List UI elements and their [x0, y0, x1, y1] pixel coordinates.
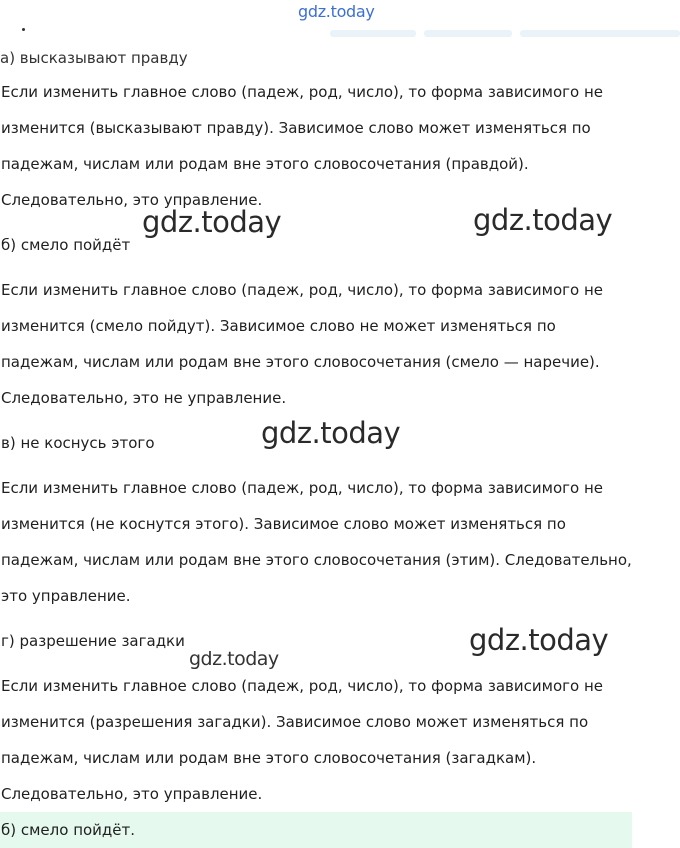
- watermark: gdz.today: [473, 203, 613, 237]
- text-line: это управление.: [1, 587, 131, 605]
- text-line: изменится (не коснутся этого). Зависимое слово может изменяться по: [1, 515, 566, 533]
- text-line: Если изменить главное слово (падеж, род, число), то форма зависимого не: [1, 677, 603, 695]
- watermark: gdz.today: [142, 205, 282, 239]
- cut-off-line: а) высказывают правду: [0, 49, 188, 67]
- text-line: падежам, числам или родам вне этого словосочетания (загадкам).: [1, 749, 537, 767]
- text-line: изменится (смело пойдут). Зависимое слово не может изменяться по: [1, 317, 556, 335]
- item-title: б) смело пойдёт: [1, 236, 131, 254]
- text-line: падежам, числам или родам вне этого словосочетания (правдой).: [1, 155, 529, 173]
- text-line: Следовательно, это управление.: [1, 785, 263, 803]
- answer-text: б) смело пойдёт.: [1, 821, 136, 839]
- nav-tab-1[interactable]: [330, 30, 416, 37]
- text-line: Следовательно, это не управление.: [1, 389, 287, 407]
- text-line: изменится (высказывают правду). Зависимое слово может изменяться по: [1, 119, 591, 137]
- text-line: падежам, числам или родам вне этого словосочетания (этим). Следовательно,: [1, 551, 632, 569]
- nav-tab-2[interactable]: [424, 30, 512, 37]
- text-line: Следовательно, это управление.: [1, 191, 263, 209]
- text-line: падежам, числам или родам вне этого словосочетания (смело — наречие).: [1, 353, 600, 371]
- watermark: gdz.today: [469, 623, 609, 657]
- text-line: Если изменить главное слово (падеж, род, число), то форма зависимого не: [1, 281, 603, 299]
- text-line: изменится (разрешения загадки). Зависимое слово может изменяться по: [1, 713, 589, 731]
- item-title: г) разрешение загадки: [1, 632, 185, 650]
- text-line: Если изменить главное слово (падеж, род, число), то форма зависимого не: [1, 479, 603, 497]
- text-line: Если изменить главное слово (падеж, род, число), то форма зависимого не: [1, 83, 603, 101]
- watermark: gdz.today: [189, 648, 279, 670]
- item-title: в) не коснусь этого: [1, 434, 155, 452]
- watermark: gdz.today: [261, 416, 401, 450]
- menu-dot-icon[interactable]: [22, 28, 25, 31]
- site-logo[interactable]: gdz.today: [298, 2, 375, 21]
- nav-tab-3[interactable]: [520, 30, 680, 37]
